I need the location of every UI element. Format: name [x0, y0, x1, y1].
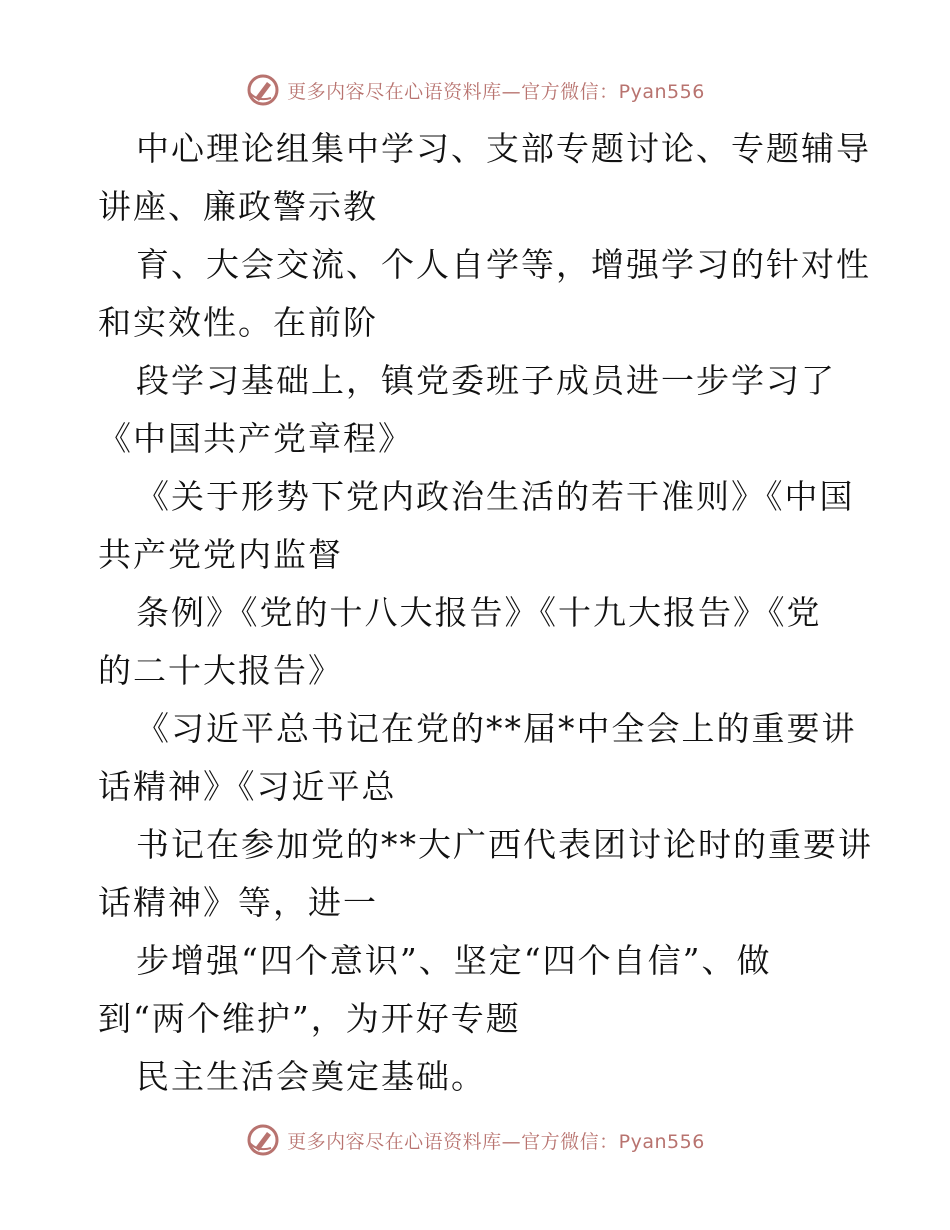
body-line: 条例》《党的十八大报告》《十九大报告》《党 — [136, 593, 822, 632]
body-line: 的二十大报告》 — [98, 651, 343, 690]
body-line: 和实效性。在前阶 — [98, 303, 378, 342]
header-watermark — [0, 70, 950, 110]
body-line: 话精神》《习近平总 — [98, 767, 397, 806]
body-line: 共产党党内监督 — [98, 535, 343, 574]
body-line: 到“两个维护”，为开好专题 — [98, 999, 521, 1038]
document-body — [98, 120, 873, 1106]
watermark-text: 更多内容尽在心语资料库—官方微信：Pyan556 — [287, 80, 705, 103]
body-line: 话精神》等，进一 — [98, 883, 378, 922]
body-line: 步增强“四个意识”、坚定“四个自信”、做 — [136, 941, 772, 980]
pen-circle-logo-icon — [245, 72, 281, 108]
pen-circle-logo-icon — [245, 1122, 281, 1158]
body-line: 民主生活会奠定基础。 — [136, 1057, 486, 1096]
body-line: 《关于形势下党内政治生活的若干准则》《中国 — [136, 477, 855, 516]
body-line: 《习近平总书记在党的**届*中全会上的重要讲 — [136, 709, 857, 748]
footer-watermark — [0, 1120, 950, 1160]
body-line: 段学习基础上，镇党委班子成员进一步学习了 — [136, 361, 836, 400]
body-line: 《中国共产党章程》 — [98, 419, 413, 458]
body-line: 书记在参加党的**大广西代表团讨论时的重要讲 — [136, 825, 873, 864]
body-line: 讲座、廉政警示教 — [98, 187, 378, 226]
body-line: 育、大会交流、个人自学等，增强学习的针对性 — [136, 245, 871, 284]
watermark-text: 更多内容尽在心语资料库—官方微信：Pyan556 — [287, 1130, 705, 1153]
body-line: 中心理论组集中学习、支部专题讨论、专题辅导 — [136, 129, 871, 168]
